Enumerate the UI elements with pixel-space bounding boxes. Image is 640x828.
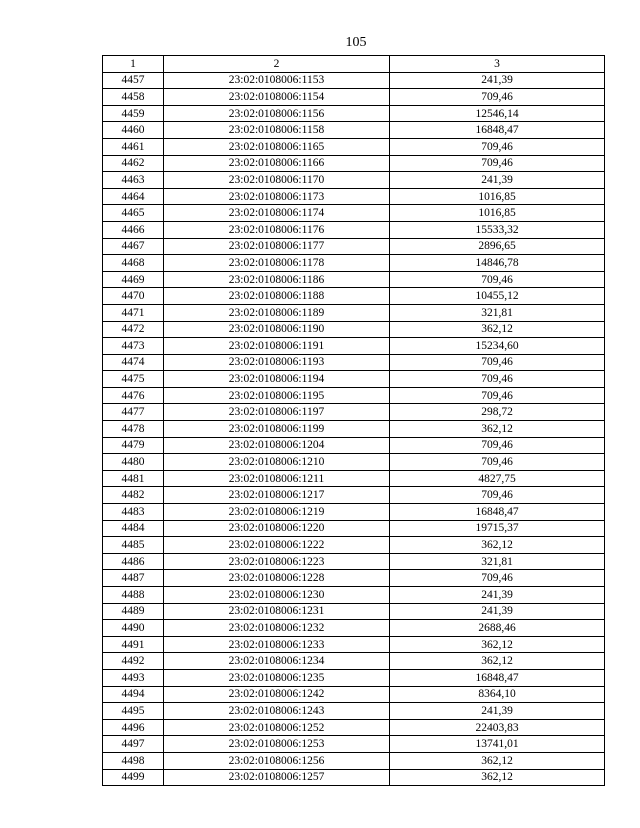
value-cell: 19715,37 xyxy=(390,520,605,537)
column-header-3: 3 xyxy=(390,56,605,73)
table-row xyxy=(103,719,605,736)
cadastral-number-cell: 23:02:0108006:1211 xyxy=(164,470,390,487)
cadastral-number-cell: 23:02:0108006:1220 xyxy=(164,520,390,537)
cadastral-number-cell: 23:02:0108006:1190 xyxy=(164,321,390,338)
table-row xyxy=(103,172,605,189)
value-cell: 362,12 xyxy=(390,537,605,554)
cadastral-number-cell: 23:02:0108006:1166 xyxy=(164,155,390,172)
row-number-cell: 4498 xyxy=(103,752,164,769)
value-cell: 16848,47 xyxy=(390,504,605,521)
table-row xyxy=(103,736,605,753)
table-row xyxy=(103,437,605,454)
table-row xyxy=(103,603,605,620)
row-number-cell: 4497 xyxy=(103,736,164,753)
table-body xyxy=(103,72,605,786)
row-number-cell: 4475 xyxy=(103,371,164,388)
value-cell: 362,12 xyxy=(390,752,605,769)
table-row xyxy=(103,587,605,604)
table-row xyxy=(103,288,605,305)
row-number-cell: 4466 xyxy=(103,221,164,238)
table-row xyxy=(103,354,605,371)
table-row xyxy=(103,454,605,471)
cadastral-number-cell: 23:02:0108006:1170 xyxy=(164,172,390,189)
table-row xyxy=(103,653,605,670)
row-number-cell: 4480 xyxy=(103,454,164,471)
table-row xyxy=(103,238,605,255)
cadastral-number-cell: 23:02:0108006:1173 xyxy=(164,188,390,205)
value-cell: 1016,85 xyxy=(390,205,605,222)
cadastral-number-cell: 23:02:0108006:1204 xyxy=(164,437,390,454)
cadastral-number-cell: 23:02:0108006:1154 xyxy=(164,89,390,106)
cadastral-number-cell: 23:02:0108006:1195 xyxy=(164,387,390,404)
value-cell: 709,46 xyxy=(390,487,605,504)
cadastral-number-cell: 23:02:0108006:1234 xyxy=(164,653,390,670)
row-number-cell: 4481 xyxy=(103,470,164,487)
row-number-cell: 4484 xyxy=(103,520,164,537)
value-cell: 298,72 xyxy=(390,404,605,421)
table-row xyxy=(103,138,605,155)
row-number-cell: 4499 xyxy=(103,769,164,786)
row-number-cell: 4462 xyxy=(103,155,164,172)
cadastral-number-cell: 23:02:0108006:1252 xyxy=(164,719,390,736)
value-cell: 362,12 xyxy=(390,653,605,670)
table-row xyxy=(103,669,605,686)
row-number-cell: 4465 xyxy=(103,205,164,222)
table-row xyxy=(103,470,605,487)
table-row xyxy=(103,537,605,554)
header-row xyxy=(103,56,605,73)
cadastral-number-cell: 23:02:0108006:1243 xyxy=(164,703,390,720)
value-cell: 241,39 xyxy=(390,587,605,604)
cadastral-number-cell: 23:02:0108006:1189 xyxy=(164,304,390,321)
row-number-cell: 4471 xyxy=(103,304,164,321)
table-row xyxy=(103,553,605,570)
cadastral-number-cell: 23:02:0108006:1219 xyxy=(164,504,390,521)
cadastral-number-cell: 23:02:0108006:1253 xyxy=(164,736,390,753)
value-cell: 16848,47 xyxy=(390,669,605,686)
cadastral-number-cell: 23:02:0108006:1174 xyxy=(164,205,390,222)
value-cell: 362,12 xyxy=(390,321,605,338)
table-row xyxy=(103,421,605,438)
row-number-cell: 4485 xyxy=(103,537,164,554)
table-header xyxy=(103,56,605,73)
cadastral-number-cell: 23:02:0108006:1242 xyxy=(164,686,390,703)
table-row xyxy=(103,338,605,355)
row-number-cell: 4482 xyxy=(103,487,164,504)
cadastral-number-cell: 23:02:0108006:1230 xyxy=(164,587,390,604)
table-row xyxy=(103,520,605,537)
value-cell: 4827,75 xyxy=(390,470,605,487)
cadastral-number-cell: 23:02:0108006:1186 xyxy=(164,271,390,288)
value-cell: 241,39 xyxy=(390,72,605,89)
table-row xyxy=(103,636,605,653)
row-number-cell: 4491 xyxy=(103,636,164,653)
row-number-cell: 4463 xyxy=(103,172,164,189)
value-cell: 709,46 xyxy=(390,387,605,404)
page-number: 105 xyxy=(345,35,367,50)
cadastral-number-cell: 23:02:0108006:1231 xyxy=(164,603,390,620)
value-cell: 709,46 xyxy=(390,570,605,587)
value-cell: 241,39 xyxy=(390,603,605,620)
table-row xyxy=(103,188,605,205)
cadastral-number-cell: 23:02:0108006:1193 xyxy=(164,354,390,371)
column-header-1: 1 xyxy=(103,56,164,73)
cadastral-number-cell: 23:02:0108006:1176 xyxy=(164,221,390,238)
cadastral-number-cell: 23:02:0108006:1217 xyxy=(164,487,390,504)
value-cell: 15533,32 xyxy=(390,221,605,238)
cadastral-number-cell: 23:02:0108006:1256 xyxy=(164,752,390,769)
table-row xyxy=(103,321,605,338)
table-row xyxy=(103,504,605,521)
cadastral-number-cell: 23:02:0108006:1222 xyxy=(164,537,390,554)
row-number-cell: 4464 xyxy=(103,188,164,205)
row-number-cell: 4478 xyxy=(103,421,164,438)
table-row xyxy=(103,221,605,238)
value-cell: 362,12 xyxy=(390,636,605,653)
value-cell: 8364,10 xyxy=(390,686,605,703)
value-cell: 709,46 xyxy=(390,138,605,155)
cadastral-number-cell: 23:02:0108006:1178 xyxy=(164,255,390,272)
cadastral-number-cell: 23:02:0108006:1235 xyxy=(164,669,390,686)
value-cell: 709,46 xyxy=(390,89,605,106)
cadastral-number-cell: 23:02:0108006:1223 xyxy=(164,553,390,570)
cadastral-number-cell: 23:02:0108006:1194 xyxy=(164,371,390,388)
cadastral-number-cell: 23:02:0108006:1158 xyxy=(164,122,390,139)
table-row xyxy=(103,404,605,421)
cadastral-number-cell: 23:02:0108006:1191 xyxy=(164,338,390,355)
value-cell: 15234,60 xyxy=(390,338,605,355)
cadastral-number-cell: 23:02:0108006:1165 xyxy=(164,138,390,155)
value-cell: 709,46 xyxy=(390,454,605,471)
table-row xyxy=(103,570,605,587)
row-number-cell: 4472 xyxy=(103,321,164,338)
table-row xyxy=(103,387,605,404)
table-row xyxy=(103,255,605,272)
cadastral-table xyxy=(102,55,605,786)
row-number-cell: 4476 xyxy=(103,387,164,404)
cadastral-number-cell: 23:02:0108006:1233 xyxy=(164,636,390,653)
value-cell: 709,46 xyxy=(390,354,605,371)
table-row xyxy=(103,205,605,222)
column-header-2: 2 xyxy=(164,56,390,73)
cadastral-number-cell: 23:02:0108006:1228 xyxy=(164,570,390,587)
cadastral-number-cell: 23:02:0108006:1188 xyxy=(164,288,390,305)
table-row xyxy=(103,155,605,172)
row-number-cell: 4470 xyxy=(103,288,164,305)
row-number-cell: 4490 xyxy=(103,620,164,637)
cadastral-number-cell: 23:02:0108006:1177 xyxy=(164,238,390,255)
row-number-cell: 4461 xyxy=(103,138,164,155)
value-cell: 362,12 xyxy=(390,769,605,786)
table-row xyxy=(103,620,605,637)
row-number-cell: 4460 xyxy=(103,122,164,139)
row-number-cell: 4458 xyxy=(103,89,164,106)
table-row xyxy=(103,371,605,388)
row-number-cell: 4468 xyxy=(103,255,164,272)
cadastral-number-cell: 23:02:0108006:1153 xyxy=(164,72,390,89)
value-cell: 362,12 xyxy=(390,421,605,438)
value-cell: 709,46 xyxy=(390,371,605,388)
table-row xyxy=(103,122,605,139)
row-number-cell: 4496 xyxy=(103,719,164,736)
cadastral-number-cell: 23:02:0108006:1232 xyxy=(164,620,390,637)
value-cell: 321,81 xyxy=(390,553,605,570)
value-cell: 2688,46 xyxy=(390,620,605,637)
value-cell: 709,46 xyxy=(390,437,605,454)
cadastral-number-cell: 23:02:0108006:1156 xyxy=(164,105,390,122)
table-row xyxy=(103,752,605,769)
value-cell: 709,46 xyxy=(390,155,605,172)
row-number-cell: 4469 xyxy=(103,271,164,288)
row-number-cell: 4467 xyxy=(103,238,164,255)
row-number-cell: 4479 xyxy=(103,437,164,454)
table-row xyxy=(103,105,605,122)
row-number-cell: 4494 xyxy=(103,686,164,703)
value-cell: 2896,65 xyxy=(390,238,605,255)
value-cell: 241,39 xyxy=(390,172,605,189)
cadastral-number-cell: 23:02:0108006:1199 xyxy=(164,421,390,438)
cadastral-number-cell: 23:02:0108006:1197 xyxy=(164,404,390,421)
row-number-cell: 4459 xyxy=(103,105,164,122)
row-number-cell: 4487 xyxy=(103,570,164,587)
row-number-cell: 4486 xyxy=(103,553,164,570)
table-row xyxy=(103,703,605,720)
table-row xyxy=(103,686,605,703)
value-cell: 16848,47 xyxy=(390,122,605,139)
row-number-cell: 4489 xyxy=(103,603,164,620)
row-number-cell: 4474 xyxy=(103,354,164,371)
row-number-cell: 4492 xyxy=(103,653,164,670)
row-number-cell: 4457 xyxy=(103,72,164,89)
table-row xyxy=(103,487,605,504)
value-cell: 10455,12 xyxy=(390,288,605,305)
value-cell: 14846,78 xyxy=(390,255,605,272)
row-number-cell: 4483 xyxy=(103,504,164,521)
row-number-cell: 4477 xyxy=(103,404,164,421)
row-number-cell: 4495 xyxy=(103,703,164,720)
row-number-cell: 4488 xyxy=(103,587,164,604)
value-cell: 13741,01 xyxy=(390,736,605,753)
table-row xyxy=(103,769,605,786)
table-row xyxy=(103,89,605,106)
row-number-cell: 4493 xyxy=(103,669,164,686)
value-cell: 709,46 xyxy=(390,271,605,288)
value-cell: 1016,85 xyxy=(390,188,605,205)
table-row xyxy=(103,271,605,288)
row-number-cell: 4473 xyxy=(103,338,164,355)
value-cell: 12546,14 xyxy=(390,105,605,122)
value-cell: 321,81 xyxy=(390,304,605,321)
value-cell: 22403,83 xyxy=(390,719,605,736)
value-cell: 241,39 xyxy=(390,703,605,720)
table-row xyxy=(103,72,605,89)
cadastral-number-cell: 23:02:0108006:1257 xyxy=(164,769,390,786)
table-row xyxy=(103,304,605,321)
cadastral-number-cell: 23:02:0108006:1210 xyxy=(164,454,390,471)
